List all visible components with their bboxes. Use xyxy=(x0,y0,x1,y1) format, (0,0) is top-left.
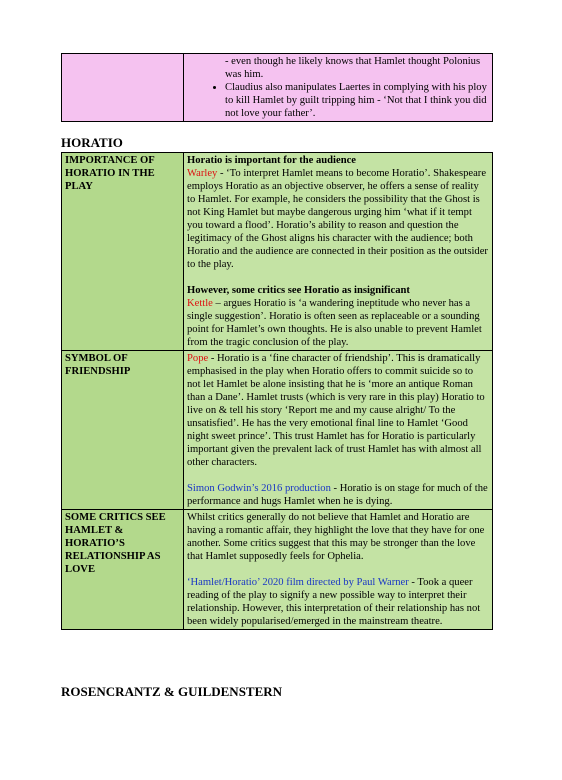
paragraph-text: - Horatio is a ‘fine character of friendship’. This is dramatically emphasised in the play when Horatio offers to commit suicide so to not let Hamlet be alone insisting that he is ‘more an antique Roman than a Dane’. Hamlet trusts (which is very rare in this play) Horatio to live on & tell his story ‘Report me and my cause alright/ To the unsatisfied’. He has the very emotional final line to Hamlet ‘Good night sweet prince’. This trust Hamlet has for Horatio is particularly important given the prevalent lack of trust Hamlet has with almost all other characters. xyxy=(187,353,485,468)
paragraph-text: - Took a queer reading of the play to signify a new possible way to interpret their relationship. However, this interpretation of their relationship has not been widely popularised/emerged in the mainstream theatre. xyxy=(187,577,481,627)
critic-name: Pope xyxy=(187,353,209,364)
row-content xyxy=(184,351,493,510)
paragraph-text: – argues Horatio is ‘a wandering ineptitude who never has a single suggestion’. Horatio is often seen as replaceable or a sounding point for Hamlet’s own thoughts. He is also unable to prevent Hamlet from the tragic conclusion of the play. xyxy=(187,298,482,348)
paragraph-text: - ‘To interpret Hamlet means to become Horatio’. Shakespeare employs Horatio as an objective observer, he offers a sense of reality to Hamlet. For example, he considers the possibility that the Ghost is not King Hamlet but maybe dangerous urging him ‘what if it tempt you toward a flood’. Horatio’s ability to reason and question the legitimacy of the Ghost aligns his character with the audience; both Horatio and the audience are connected in their position as the outsider to the play. xyxy=(187,168,488,270)
row-label: SOME CRITICS SEE HAMLET & HORATIO’S RELATIONSHIP AS LOVE xyxy=(62,510,184,630)
production-name: ‘Hamlet/Horatio’ 2020 film directed by Paul Warner xyxy=(187,577,409,588)
row-label: IMPORTANCE OF HORATIO IN THE PLAY xyxy=(62,153,184,351)
row-content xyxy=(184,510,493,630)
horatio-table xyxy=(61,152,493,630)
paragraph-text: - Horatio is on stage for much of the performance and hugs Hamlet when he is dying. xyxy=(187,483,488,507)
production-name: Simon Godwin’s 2016 production xyxy=(187,483,331,494)
row-label: SYMBOL OF FRIENDSHIP xyxy=(62,351,184,510)
critic-name: Kettle xyxy=(187,298,213,309)
row-content xyxy=(184,153,493,351)
claudius-table xyxy=(61,53,493,122)
section-heading-rosencrantz-guildenstern: ROSENCRANTZ & GUILDENSTERN xyxy=(61,684,283,699)
table-row xyxy=(62,351,493,510)
subheading: Horatio is important for the audience xyxy=(187,155,356,166)
paragraph-text: Whilst critics generally do not believe that Hamlet and Horatio are having a romantic affair, they highlight the love that they have for one another. Some critics suggest that this may be stronger than the love that Hamlet supposedly feels for Ophelia. xyxy=(187,512,485,562)
critic-name: Warley xyxy=(187,168,218,179)
list-item: • Claudius also manipulates Laertes in complying with his ploy to kill Hamlet by guilt tripping him - ‘Not that I think you did not love your father’. xyxy=(225,81,489,120)
list-continuation: - even though he likely knows that Hamlet thought Polonius was him. xyxy=(225,56,481,80)
subheading: However, some critics see Horatio as insignificant xyxy=(187,285,410,296)
table-row xyxy=(62,510,493,630)
section-heading-horatio: HORATIO xyxy=(61,135,123,150)
table-row xyxy=(62,54,493,122)
table-row xyxy=(62,153,493,351)
row-content-cell xyxy=(184,54,493,122)
row-label-cell xyxy=(62,54,184,122)
